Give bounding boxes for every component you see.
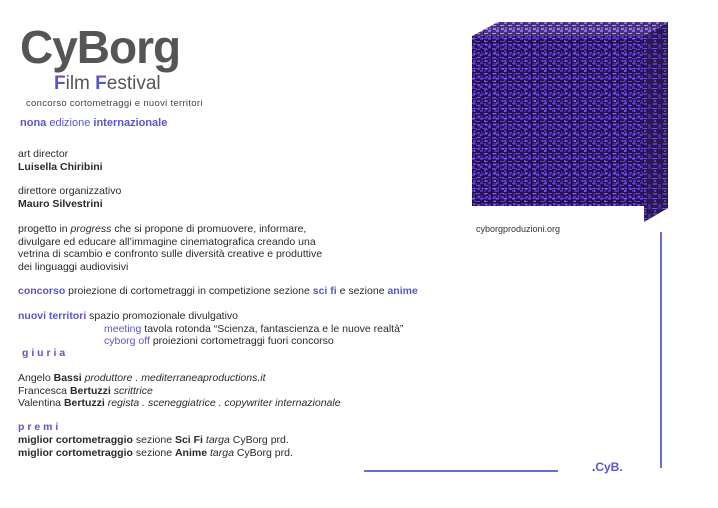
intro-line-2: divulgare ed educare all’immagine cinematografica creando una <box>18 235 316 248</box>
edition-word: edizione <box>49 117 91 129</box>
logo-tagline: concorso cortometraggi e nuovi territori <box>26 98 203 109</box>
vertical-divider <box>660 232 662 468</box>
nuovi-territori <box>18 310 403 348</box>
intro-line-4: dei linguaggi audiovisivi <box>18 260 129 273</box>
premio-item: miglior cortometraggio sezione Sci Fi targa CyBorg prd. <box>18 434 289 446</box>
borg-cube-svg <box>472 22 668 222</box>
logo-film-cap: F <box>54 73 66 94</box>
logo-subtitle <box>54 74 161 94</box>
image-caption: cyborgproduzioni.org <box>476 224 561 234</box>
logo-film-rest: ilm <box>65 73 96 94</box>
giuria-heading: g i u r i a <box>22 347 66 359</box>
premi-heading: p r e m i <box>18 421 59 433</box>
premi-list <box>18 434 293 459</box>
staff-director <box>18 185 121 210</box>
meeting-line: meeting tavola rotonda “Scienza, fantascienza e le nuove realtà” <box>104 322 404 335</box>
concorso-label: concorso <box>18 285 66 297</box>
giuria-member: Francesca Bertuzzi scrittrice <box>18 384 153 397</box>
logo-title: CyBorg <box>20 21 181 73</box>
edition-line <box>20 117 167 129</box>
giuria-member: Valentina Bertuzzi regista . sceneggiatrice . copywriter internazionale <box>18 397 341 409</box>
borg-cube-image <box>472 22 668 225</box>
giuria-member: Angelo Bassi produttore . mediterraneaproductions.it <box>18 372 266 384</box>
concorso-line: concorso proiezione di cortometraggi in competizione sezione sci fi e sezione anime <box>18 285 418 297</box>
concorso-anime: anime <box>387 285 418 297</box>
staff-name: Luisella Chiribini <box>18 160 103 173</box>
staff-role: direttore organizzativo <box>18 185 122 197</box>
cyborg-off-line: cyborg off proiezioni cortometraggi fuori concorso <box>104 335 334 347</box>
nuovi-territori-line: nuovi territori spazio promozionale divulgativo <box>18 310 239 322</box>
edition-international: internazionale <box>93 117 168 129</box>
edition-ordinal: nona <box>20 117 47 129</box>
staff-role: art director <box>18 148 69 160</box>
premio-item: miglior cortometraggio sezione Anime targa CyBorg prd. <box>18 446 293 459</box>
logo-festival-rest: estival <box>106 73 161 94</box>
intro-line-3: vetrina di scambio e confronto sulle diversità creative e produttive <box>18 248 323 260</box>
intro-paragraph <box>18 223 322 273</box>
logo-festival-cap: F <box>95 73 107 94</box>
signature: .CyB. <box>592 460 623 474</box>
intro-line-1: progetto in progress che si propone di promuovere, informare, <box>18 223 307 235</box>
giuria-list <box>18 372 341 410</box>
horizontal-divider <box>364 470 558 472</box>
staff-art-director <box>18 148 103 173</box>
concorso-scifi: sci fi <box>312 285 337 297</box>
staff-name: Mauro Silvestrini <box>18 197 103 210</box>
